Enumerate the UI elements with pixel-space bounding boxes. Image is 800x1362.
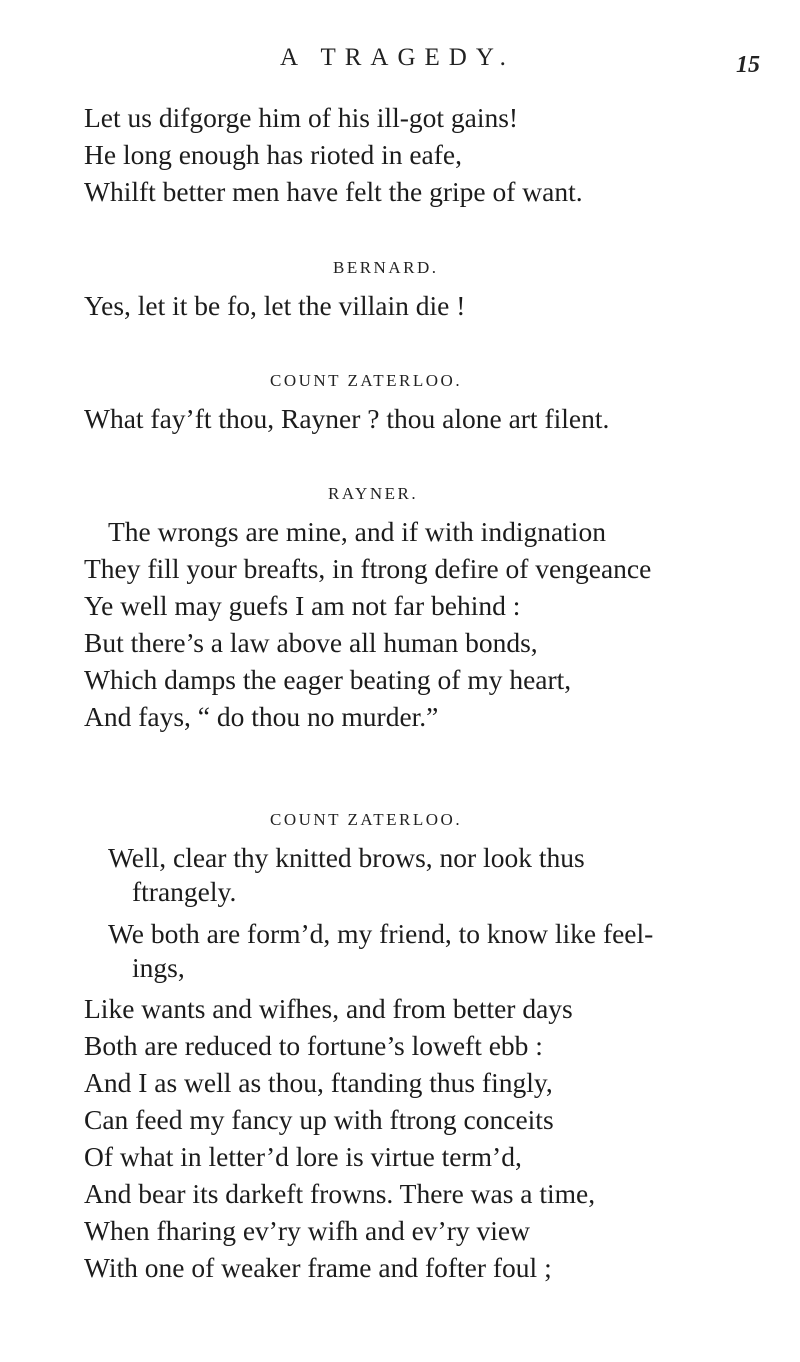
verse-line: What fay’ft thou, Rayner ? thou alone art filent. (84, 403, 610, 434)
running-head (0, 44, 800, 84)
verse-line: Well, clear thy knitted brows, nor look thus (108, 842, 585, 873)
verse-line: Let us difgorge him of his ill-got gains! (84, 102, 519, 133)
verse-line: They fill your breafts, in ftrong defire of vengeance (84, 553, 652, 584)
verse-line: And I as well as thou, ftanding thus fingly, (84, 1067, 553, 1098)
verse-line: With one of weaker frame and fofter foul ; (84, 1252, 552, 1283)
verse-line: Like wants and wifhes, and from better days (84, 993, 573, 1024)
speaker-name: COUNT ZATERLOO. (270, 371, 463, 390)
running-title: A TRAGEDY. (280, 44, 515, 71)
speaker-name: COUNT ZATERLOO. (270, 810, 463, 829)
verse-line: Of what in letter’d lore is virtue term’d, (84, 1141, 522, 1172)
verse-line: And bear its darkeft frowns. There was a time, (84, 1178, 596, 1209)
verse-line: ftrangely. (132, 876, 237, 907)
speaker-name: BERNARD. (333, 258, 439, 277)
verse-line: We both are form’d, my friend, to know like feel- (108, 918, 654, 949)
verse-line: But there’s a law above all human bonds, (84, 627, 538, 658)
verse-line: ings, (132, 952, 185, 983)
verse-line: And fays, “ do thou no murder.” (84, 701, 439, 732)
verse-line: The wrongs are mine, and if with indignation (108, 516, 606, 547)
verse-line: Can feed my fancy up with ftrong conceits (84, 1104, 554, 1135)
speaker-name: RAYNER. (328, 484, 419, 503)
verse-line: Both are reduced to fortune’s loweft ebb : (84, 1030, 543, 1061)
verse-line: Yes, let it be fo, let the villain die ! (84, 290, 466, 321)
verse-line: When fharing ev’ry wifh and ev’ry view (84, 1215, 530, 1246)
verse-line: Which damps the eager beating of my heart, (84, 664, 572, 695)
verse-line: Whilft better men have felt the gripe of want. (84, 176, 583, 207)
verse-line: Ye well may guefs I am not far behind : (84, 590, 521, 621)
page-number: 15 (736, 52, 760, 78)
verse-line: He long enough has rioted in eafe, (84, 139, 463, 170)
